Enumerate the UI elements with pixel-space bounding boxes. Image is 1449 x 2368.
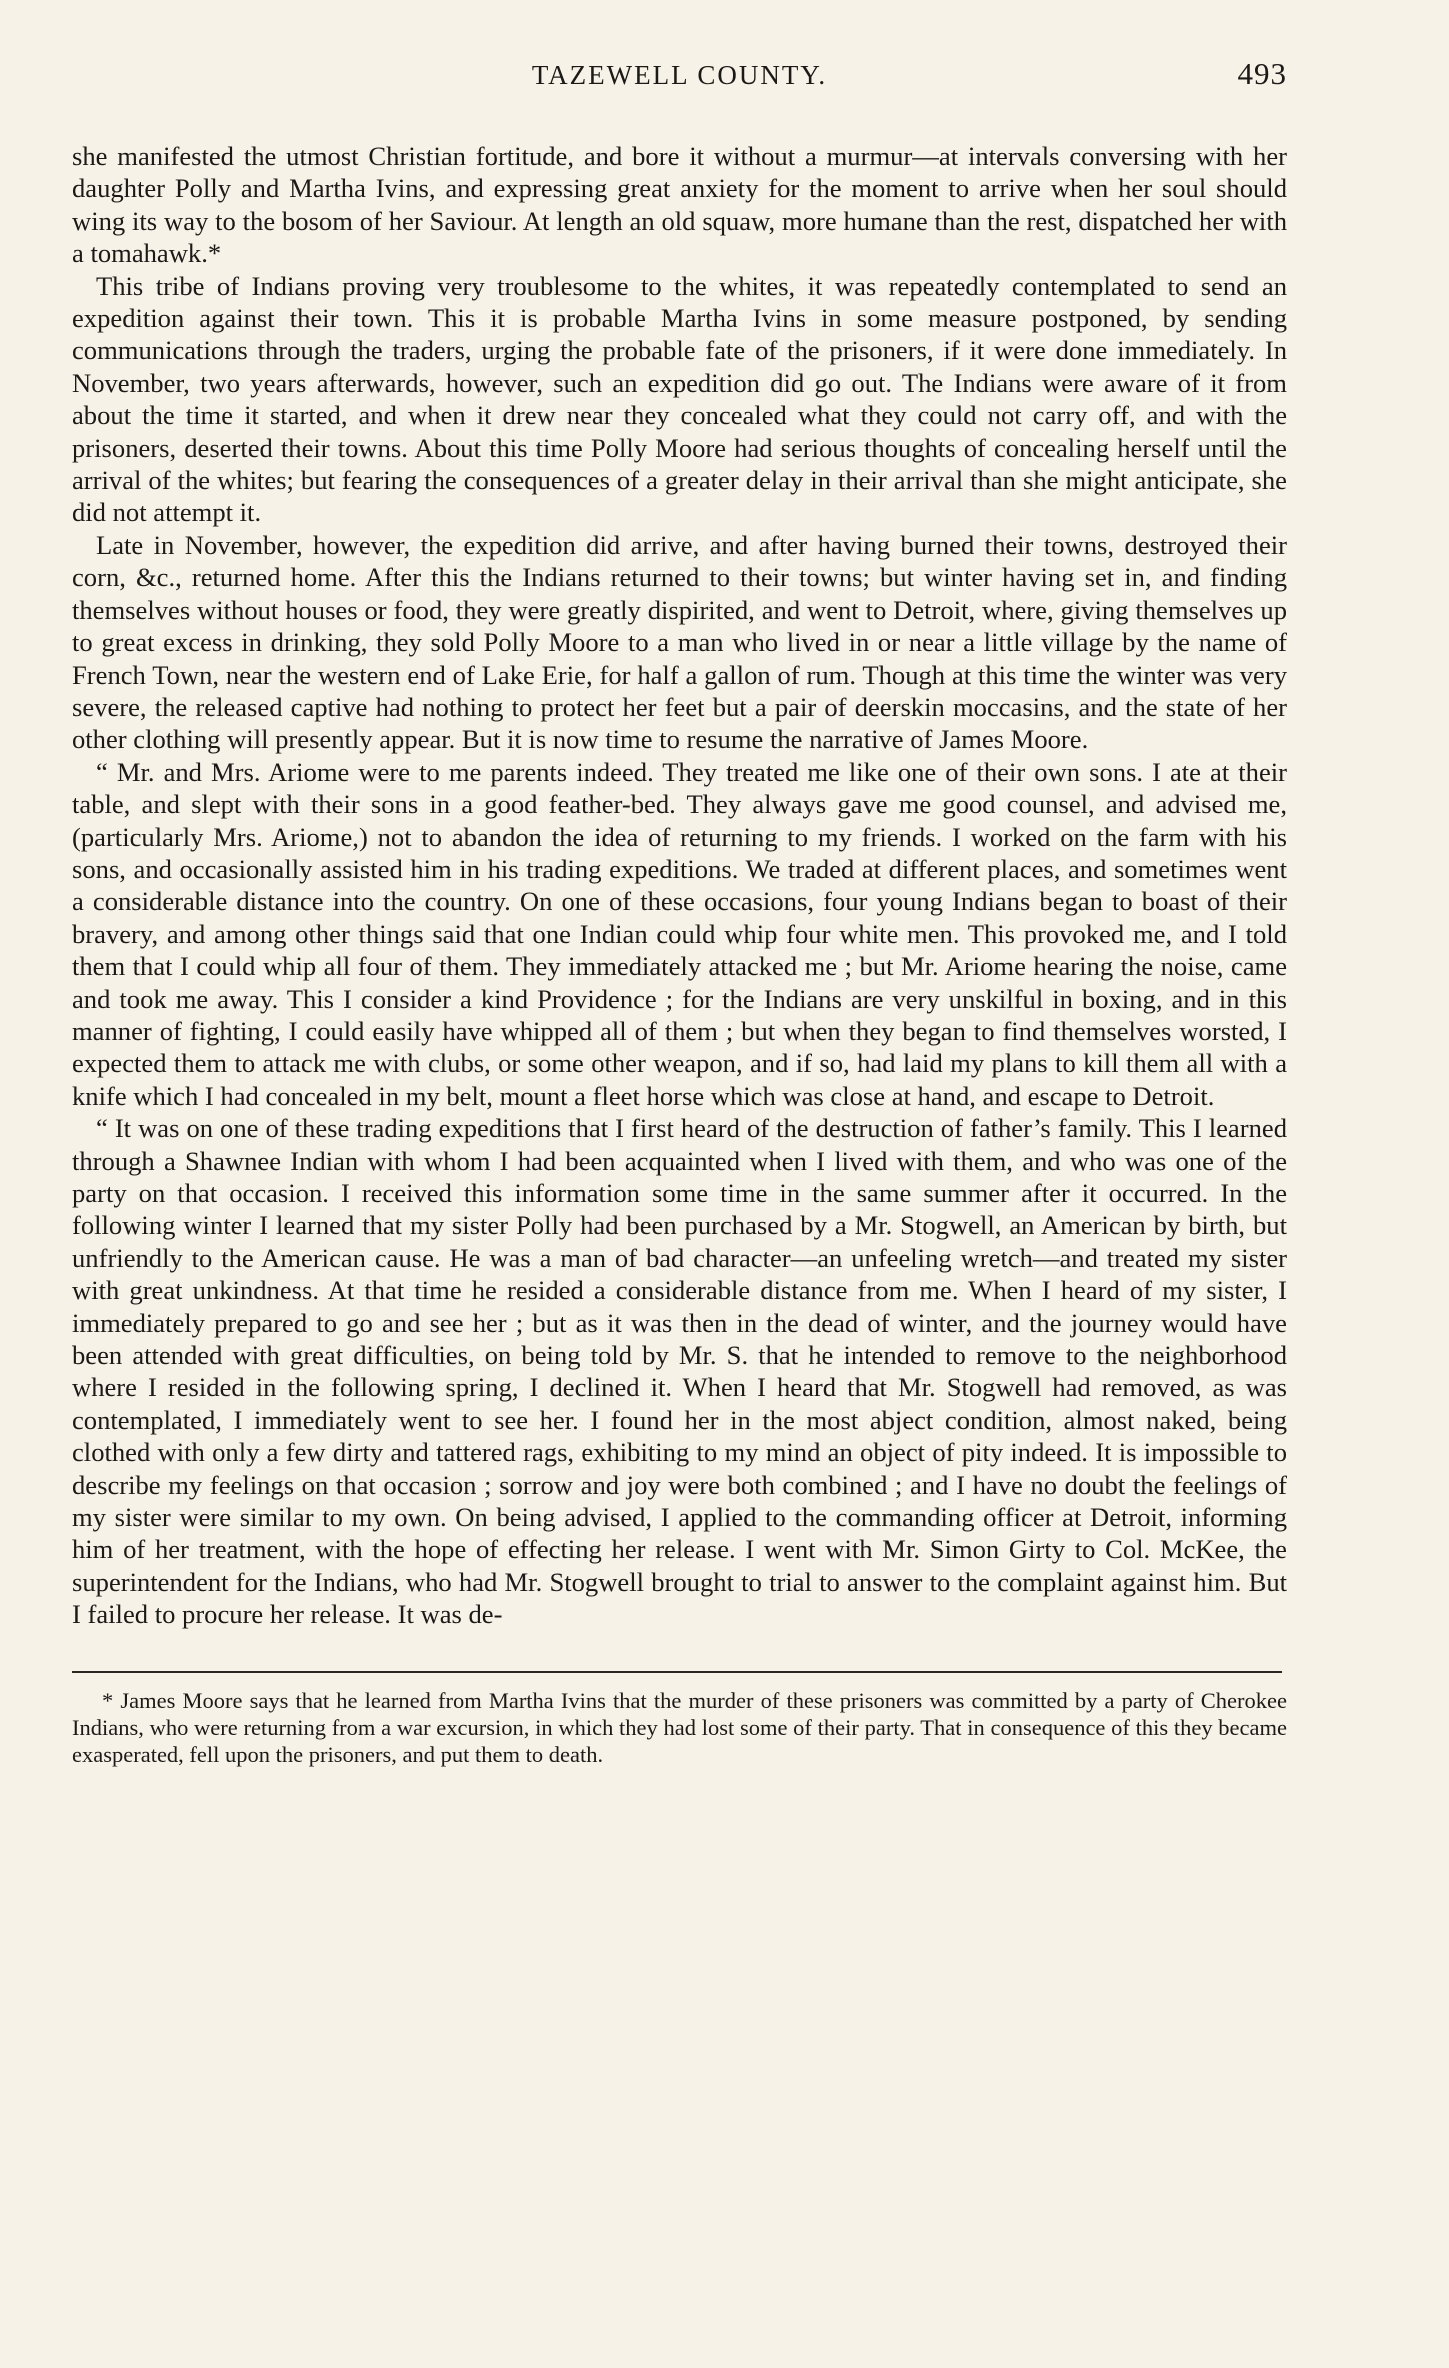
paragraph-expedition-arrival: Late in November, however, the expedition did arrive, and after having burned their towns, destroyed their corn, &c., returned home. After this the Indians returned to their towns; but winter having set in, and finding themselves without houses or food, they were greatly dispirited, and went to Detroit, where, giving themselves up to great excess in drinking, they sold Polly Moore to a man who lived in or near a little village by the name of French Town, near the western end of Lake Erie, for half a gallon of rum. Though at this time the winter was very severe, the released captive had nothing to protect her feet but a pair of deerskin moccasins, and the state of her other clothing will presently appear. But it is now time to resume the narrative of James Moore. — [72, 529, 1287, 755]
book-page — [72, 50, 1287, 2330]
footnote-rule — [72, 1671, 1282, 1673]
body-text — [72, 140, 1287, 1631]
paragraph-continuation: she manifested the utmost Christian fortitude, and bore it without a murmur—at intervals conversing with her daughter Polly and Martha Ivins, and expressing great anxiety for the moment to arrive when her soul should wing its way to the bosom of her Saviour. At length an old squaw, more humane than the rest, dispatched her with a tomahawk.* — [72, 141, 1287, 269]
paragraph-ariome-family: “ Mr. and Mrs. Ariome were to me parents indeed. They treated me like one of their own sons. I ate at their table, and slept with their sons in a good feather-bed. They always gave me good counsel, and advised me, (particularly Mrs. Ariome,) not to abandon the idea of returning to my friends. I worked on the farm with his sons, and occasionally assisted him in his trading expeditions. We traded at different places, and sometimes went a considerable distance into the country. On one of these occasions, four young Indians began to boast of their bravery, and among other things said that one Indian could whip four white men. This provoked me, and I told them that I could whip all four of them. They immediately attacked me ; but Mr. Ariome hearing the noise, came and took me away. This I consider a kind Providence ; for the Indians are very unskilful in boxing, and in this manner of fighting, I could easily have whipped all of them ; but when they began to find themselves worsted, I expected them to attack me with clubs, or some other weapon, and if so, had laid my plans to kill them all with a knife which I had concealed in my belt, mount a fleet horse which was close at hand, and escape to Detroit. — [72, 756, 1287, 1111]
paragraph-trading-expedition: “ It was on one of these trading expeditions that I first heard of the destruction of father’s family. This I learned through a Shawnee Indian with whom I had been acquainted when I lived with them, and who was one of the party on that occasion. I received this information some time in the same summer after it occurred. In the following winter I learned that my sister Polly had been purchased by a Mr. Stogwell, an American by birth, but unfriendly to the American cause. He was a man of bad character—an unfeeling wretch—and treated my sister with great unkindness. At that time he resided a considerable distance from me. When I heard of my sister, I immediately prepared to go and see her ; but as it was then in the dead of winter, and the journey would have been attended with great difficulties, on being told by Mr. S. that he intended to remove to the neighborhood where I resided in the following spring, I declined it. When I heard that Mr. Stogwell had removed, as was contemplated, I immediately went to see her. I found her in the most abject condition, almost naked, being clothed with only a few dirty and tattered rags, exhibiting to my mind an object of pity indeed. It is impossible to describe my feelings on that occasion ; sorrow and joy were both combined ; and I have no doubt the feelings of my sister were similar to my own. On being advised, I applied to the commanding officer at Detroit, informing him of her treatment, with the hope of effecting her release. I went with Mr. Simon Girty to Col. McKee, the superintendent for the Indians, who had Mr. Stogwell brought to trial to answer to the complaint against him. But I failed to procure her release. It was de- — [72, 1113, 1287, 1630]
running-title: TAZEWELL COUNTY. — [531, 60, 828, 90]
running-head — [72, 50, 1287, 106]
footnote: * James Moore says that he learned from Martha Ivins that the murder of these prisoners was committed by a party of Cherokee Indians, who were returning from a war excursion, in which they had lost some of their party. That in consequence of this they became exasperated, fell upon the prisoners, and put them to death. — [72, 1687, 1287, 1767]
page-number: 493 — [1237, 56, 1287, 91]
paragraph-expedition-plan: This tribe of Indians proving very troublesome to the whites, it was repeatedly contemplated to send an expedition against their town. This it is probable Martha Ivins in some measure postponed, by sending communications through the traders, urging the probable fate of the prisoners, if it were done immediately. In November, two years afterwards, however, such an expedition did go out. The Indians were aware of it from about the time it started, and when it drew near they concealed what they could not carry off, and with the prisoners, deserted their towns. About this time Polly Moore had serious thoughts of concealing herself until the arrival of the whites; but fearing the consequences of a greater delay in their arrival than she might anticipate, she did not attempt it. — [72, 270, 1287, 528]
